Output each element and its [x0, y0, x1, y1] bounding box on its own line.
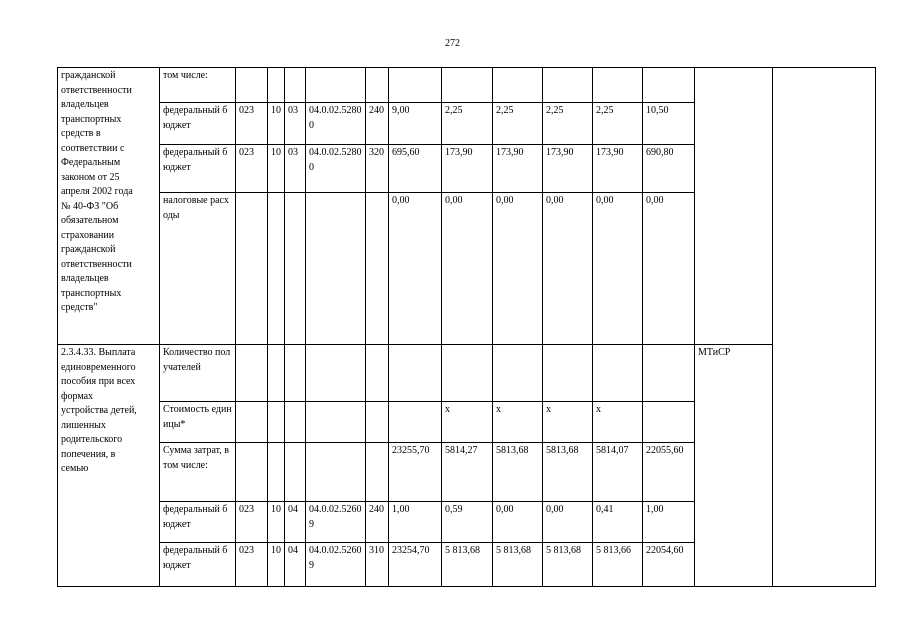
cell-pr — [285, 443, 306, 502]
measure-name-line: апреля 2002 года — [61, 186, 133, 197]
cell-pr — [285, 193, 306, 345]
cell-rz — [268, 68, 285, 103]
cell-total — [643, 402, 695, 443]
cell-v5: x — [593, 402, 643, 443]
cell-vr — [366, 345, 389, 402]
cell-v4: 173,90 — [543, 145, 593, 193]
cell-vr — [366, 68, 389, 103]
measure-name-line: транспортных — [61, 113, 122, 125]
table-row — [58, 68, 876, 103]
cell-rz: 10 — [268, 103, 285, 145]
cell-grbs — [236, 443, 268, 502]
cell-v3: 173,90 — [493, 145, 543, 193]
cell-v5: 0,00 — [593, 193, 643, 345]
cell-v1: 1,00 — [389, 502, 442, 543]
cell-v5: 173,90 — [593, 145, 643, 193]
cell-rz: 10 — [268, 502, 285, 543]
cell-v3 — [493, 345, 543, 402]
cell-pr: 03 — [285, 103, 306, 145]
measure-name-line: ответственности — [61, 258, 132, 270]
cell-v3: 5813,68 — [493, 443, 543, 502]
measure-name-line: обязательном — [61, 215, 119, 226]
cell-csr — [306, 345, 366, 402]
cell-total: 1,00 — [643, 502, 695, 543]
cell-label: Стоимость единицы* — [160, 402, 236, 443]
cell-total — [643, 345, 695, 402]
measure-name-line: владельцев — [61, 99, 109, 110]
cell-csr: 04.0.02.52609 — [306, 543, 366, 587]
measure-name-line: ответственности — [61, 84, 132, 96]
cell-v3: 0,00 — [493, 502, 543, 543]
cell-rz — [268, 443, 285, 502]
cell-csr — [306, 443, 366, 502]
measure-name-cell — [58, 68, 160, 345]
measure-name-line: средств" — [61, 302, 98, 313]
cell-v2: 173,90 — [442, 145, 493, 193]
budget-table — [57, 67, 876, 587]
measure-name-line: № 40-ФЗ "Об — [61, 200, 119, 212]
cell-label: том числе: — [160, 68, 236, 103]
cell-v2 — [442, 345, 493, 402]
cell-pr — [285, 68, 306, 103]
cell-rz — [268, 193, 285, 345]
measure-name-line: единовременного — [61, 361, 136, 373]
cell-pr: 04 — [285, 543, 306, 587]
cell-csr: 04.0.02.52800 — [306, 145, 366, 193]
cell-pr — [285, 402, 306, 443]
cell-grbs — [236, 402, 268, 443]
cell-label: федеральный бюджет — [160, 145, 236, 193]
cell-v4: x — [543, 402, 593, 443]
cell-v4: 5 813,68 — [543, 543, 593, 587]
cell-total: 690,80 — [643, 145, 695, 193]
cell-total: 22055,60 — [643, 443, 695, 502]
page-number: 272 — [445, 38, 460, 49]
cell-v1 — [389, 68, 442, 103]
cell-vr — [366, 193, 389, 345]
cell-v4: 0,00 — [543, 193, 593, 345]
cell-v2: 2,25 — [442, 103, 493, 145]
cell-pr: 04 — [285, 502, 306, 543]
cell-vr — [366, 443, 389, 502]
measure-name-line: попечения, в — [61, 448, 116, 460]
measure-name-line: владельцев — [61, 273, 109, 284]
cell-rz — [268, 402, 285, 443]
cell-grbs — [236, 345, 268, 402]
cell-grbs: 023 — [236, 502, 268, 543]
measure-name-line: семью — [61, 463, 89, 474]
cell-v1: 0,00 — [389, 193, 442, 345]
measure-name-line: законом от 25 — [61, 171, 120, 183]
cell-v2: x — [442, 402, 493, 443]
cell-rz — [268, 345, 285, 402]
cell-v2: 5 813,68 — [442, 543, 493, 587]
cell-v2: 0,00 — [442, 193, 493, 345]
cell-v4 — [543, 345, 593, 402]
cell-csr — [306, 68, 366, 103]
cell-label: Сумма затрат, в том числе: — [160, 443, 236, 502]
cell-grbs: 023 — [236, 145, 268, 193]
cell-vr: 320 — [366, 145, 389, 193]
cell-total: 0,00 — [643, 193, 695, 345]
measure-name-line: гражданской — [61, 70, 116, 81]
notes-cell — [773, 68, 876, 587]
measure-name-line: страховании — [61, 229, 115, 241]
cell-label: федеральный бюджет — [160, 103, 236, 145]
cell-v4: 2,25 — [543, 103, 593, 145]
measure-name-line: лишенных — [61, 419, 106, 431]
cell-v3: 5 813,68 — [493, 543, 543, 587]
cell-grbs: 023 — [236, 543, 268, 587]
measure-name-line: пособия при всех — [61, 376, 136, 387]
cell-v2: 5814,27 — [442, 443, 493, 502]
cell-grbs — [236, 193, 268, 345]
cell-csr: 04.0.02.52609 — [306, 502, 366, 543]
cell-v5 — [593, 345, 643, 402]
cell-label: Количество получателей — [160, 345, 236, 402]
cell-v5: 5814,07 — [593, 443, 643, 502]
cell-v1: 695,60 — [389, 145, 442, 193]
cell-v1 — [389, 402, 442, 443]
cell-v4: 5813,68 — [543, 443, 593, 502]
measure-name-line: соответствии с — [61, 142, 125, 154]
cell-pr — [285, 345, 306, 402]
measure-name-line: родительского — [61, 434, 123, 445]
cell-vr: 240 — [366, 502, 389, 543]
cell-label: федеральный бюджет — [160, 543, 236, 587]
measure-name-line: 2.3.4.33. Выплата — [61, 347, 136, 358]
cell-rz: 10 — [268, 145, 285, 193]
cell-rz: 10 — [268, 543, 285, 587]
cell-total: 10,50 — [643, 103, 695, 145]
cell-total: 22054,60 — [643, 543, 695, 587]
cell-label: налоговые расходы — [160, 193, 236, 345]
cell-grbs — [236, 68, 268, 103]
cell-v3 — [493, 68, 543, 103]
table-row — [58, 345, 876, 402]
cell-total — [643, 68, 695, 103]
cell-v1: 23255,70 — [389, 443, 442, 502]
measure-name-line: транспортных — [61, 287, 122, 299]
cell-csr — [306, 402, 366, 443]
cell-csr: 04.0.02.52800 — [306, 103, 366, 145]
measure-name-line: Федеральным — [61, 157, 121, 168]
cell-vr: 240 — [366, 103, 389, 145]
cell-v5: 0,41 — [593, 502, 643, 543]
cell-vr — [366, 402, 389, 443]
measure-name-line: гражданской — [61, 244, 116, 255]
cell-v1: 9,00 — [389, 103, 442, 145]
measure-name-line: формах — [61, 390, 94, 402]
cell-v5: 2,25 — [593, 103, 643, 145]
cell-v4: 0,00 — [543, 502, 593, 543]
cell-v5 — [593, 68, 643, 103]
measure-name-cell — [58, 345, 160, 587]
cell-v5: 5 813,66 — [593, 543, 643, 587]
cell-v3: 0,00 — [493, 193, 543, 345]
executor-cell: МТиСР — [695, 345, 773, 587]
cell-pr: 03 — [285, 145, 306, 193]
measure-name-line: средств в — [61, 128, 101, 139]
cell-v3: x — [493, 402, 543, 443]
cell-v4 — [543, 68, 593, 103]
cell-grbs: 023 — [236, 103, 268, 145]
cell-label: федеральный бюджет — [160, 502, 236, 543]
cell-v3: 2,25 — [493, 103, 543, 145]
cell-v2: 0,59 — [442, 502, 493, 543]
cell-v1: 23254,70 — [389, 543, 442, 587]
executor-cell — [695, 68, 773, 345]
cell-v2 — [442, 68, 493, 103]
measure-name-line: устройства детей, — [61, 405, 137, 416]
cell-csr — [306, 193, 366, 345]
cell-v1 — [389, 345, 442, 402]
cell-vr: 310 — [366, 543, 389, 587]
